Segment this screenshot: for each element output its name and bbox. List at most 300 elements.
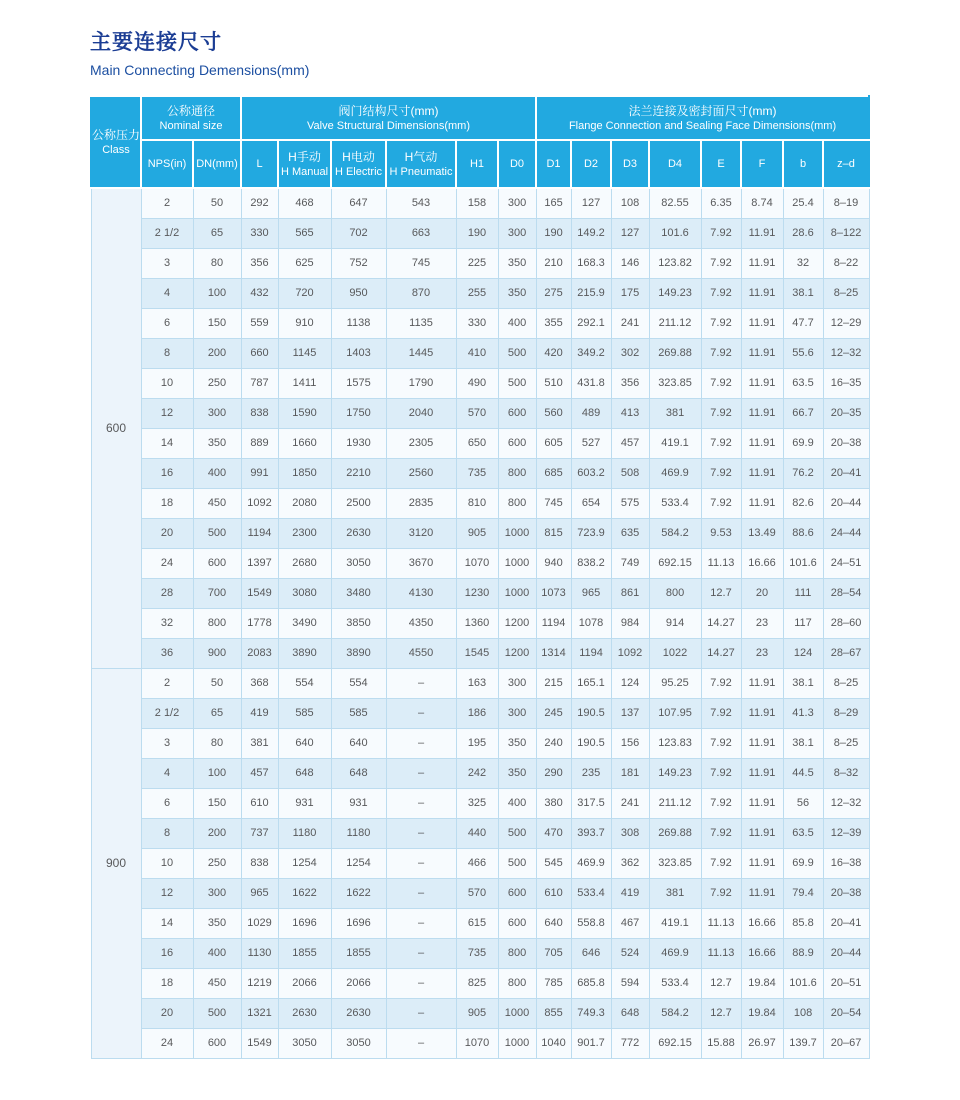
table-cell: 500	[498, 818, 536, 848]
table-cell: 28	[141, 578, 193, 608]
table-cell: 8–25	[823, 728, 869, 758]
table-cell: 1850	[278, 458, 331, 488]
table-cell: 1040	[536, 1028, 571, 1058]
table-cell: 489	[571, 398, 611, 428]
table-cell: –	[386, 728, 456, 758]
table-cell: 1696	[278, 908, 331, 938]
table-cell: 381	[649, 878, 701, 908]
table-cell: 8	[141, 818, 193, 848]
table-cell: 800	[193, 608, 241, 638]
table-cell: 838.2	[571, 548, 611, 578]
table-cell: 800	[649, 578, 701, 608]
table-cell: 19.84	[741, 968, 783, 998]
table-cell: 1145	[278, 338, 331, 368]
table-cell: 156	[611, 728, 649, 758]
table-cell: 250	[193, 368, 241, 398]
table-cell: 16.66	[741, 938, 783, 968]
table-cell: 785	[536, 968, 571, 998]
table-cell: 11.91	[741, 788, 783, 818]
table-cell: 181	[611, 758, 649, 788]
table-cell: 3120	[386, 518, 456, 548]
table-cell: 533.4	[649, 968, 701, 998]
table-cell: 810	[456, 488, 498, 518]
table-cell: 20	[141, 518, 193, 548]
table-cell: 11.91	[741, 668, 783, 698]
table-cell: 11.91	[741, 338, 783, 368]
table-cell: 2040	[386, 398, 456, 428]
table-cell: 1138	[331, 308, 386, 338]
table-cell: 82.55	[649, 188, 701, 218]
table-cell: 28–67	[823, 638, 869, 668]
table-cell: 241	[611, 788, 649, 818]
table-cell: 12–32	[823, 788, 869, 818]
table-cell: 1130	[241, 938, 278, 968]
table-cell: 23	[741, 638, 783, 668]
column-header: H1	[456, 140, 498, 188]
table-cell: 190	[456, 218, 498, 248]
table-cell: 215.9	[571, 278, 611, 308]
table-cell: 640	[536, 908, 571, 938]
table-cell: 65	[193, 218, 241, 248]
table-cell: 168.3	[571, 248, 611, 278]
table-cell: 8–25	[823, 278, 869, 308]
table-cell: 165	[536, 188, 571, 218]
table-cell: 108	[783, 998, 823, 1028]
table-cell: 350	[193, 908, 241, 938]
table-row	[91, 518, 869, 548]
table-cell: 3890	[278, 638, 331, 668]
table-row	[91, 218, 869, 248]
table-cell: 560	[536, 398, 571, 428]
table-cell: 870	[386, 278, 456, 308]
table-cell: 16–38	[823, 848, 869, 878]
table-cell: 1194	[536, 608, 571, 638]
table-cell: 11.13	[701, 548, 741, 578]
table-cell: 565	[278, 218, 331, 248]
table-cell: 175	[611, 278, 649, 308]
table-cell: 137	[611, 698, 649, 728]
table-row	[91, 638, 869, 668]
table-cell: 1696	[331, 908, 386, 938]
table-cell: 584.2	[649, 998, 701, 1028]
table-cell: 8–29	[823, 698, 869, 728]
table-cell: 50	[193, 188, 241, 218]
table-cell: 8	[141, 338, 193, 368]
table-cell: 20–38	[823, 878, 869, 908]
table-cell: 18	[141, 488, 193, 518]
header-pressure-class-en: Class	[102, 143, 130, 156]
table-cell: 7.92	[701, 878, 741, 908]
header-pressure-class	[91, 96, 141, 188]
table-cell: 127	[611, 218, 649, 248]
table-row	[91, 998, 869, 1028]
table-cell: 88.9	[783, 938, 823, 968]
table-cell: 450	[193, 968, 241, 998]
table-cell: 85.8	[783, 908, 823, 938]
table-cell: 1180	[331, 818, 386, 848]
table-cell: 350	[498, 728, 536, 758]
table-cell: 241	[611, 308, 649, 338]
table-cell: 3490	[278, 608, 331, 638]
table-cell: 466	[456, 848, 498, 878]
table-cell: 800	[498, 938, 536, 968]
table-cell: 2305	[386, 428, 456, 458]
table-cell: 600	[498, 908, 536, 938]
table-cell: 26.97	[741, 1028, 783, 1058]
table-cell: 1750	[331, 398, 386, 428]
table-cell: 20–67	[823, 1028, 869, 1058]
table-cell: 16	[141, 938, 193, 968]
table-cell: 146	[611, 248, 649, 278]
table-cell: 635	[611, 518, 649, 548]
table-cell: 3080	[278, 578, 331, 608]
page-title-zh: 主要连接尺寸	[90, 31, 222, 54]
table-row	[91, 338, 869, 368]
table-cell: 7.92	[701, 458, 741, 488]
table-cell: 737	[241, 818, 278, 848]
table-cell: 855	[536, 998, 571, 1028]
header-pressure-class-zh: 公称压力	[92, 127, 141, 142]
table-cell: 250	[193, 848, 241, 878]
table-cell: 36	[141, 638, 193, 668]
table-cell: 139.7	[783, 1028, 823, 1058]
table-cell: 350	[193, 428, 241, 458]
table-cell: 440	[456, 818, 498, 848]
table-cell: 300	[193, 878, 241, 908]
table-cell: 190.5	[571, 728, 611, 758]
table-cell: –	[386, 848, 456, 878]
table-cell: 585	[278, 698, 331, 728]
table-cell: 1000	[498, 518, 536, 548]
table-cell: 533.4	[649, 488, 701, 518]
table-cell: 163	[456, 668, 498, 698]
table-cell: 692.15	[649, 548, 701, 578]
table-cell: 11.13	[701, 938, 741, 968]
table-cell: 18	[141, 968, 193, 998]
table-cell: 570	[456, 398, 498, 428]
column-header: L	[241, 140, 278, 188]
table-cell: 432	[241, 278, 278, 308]
table-cell: 469.9	[649, 938, 701, 968]
table-row	[91, 788, 869, 818]
table-cell: 625	[278, 248, 331, 278]
table-cell: 7.92	[701, 218, 741, 248]
table-cell: 419	[241, 698, 278, 728]
table-cell: 6	[141, 308, 193, 338]
table-cell: 12	[141, 398, 193, 428]
table-cell: 2630	[331, 518, 386, 548]
table-cell: 80	[193, 248, 241, 278]
table-cell: 255	[456, 278, 498, 308]
table-cell: 450	[193, 488, 241, 518]
table-cell: 11.91	[741, 698, 783, 728]
table-cell: 300	[193, 398, 241, 428]
table-row	[91, 848, 869, 878]
table-cell: 292.1	[571, 308, 611, 338]
table-cell: –	[386, 698, 456, 728]
table-row	[91, 728, 869, 758]
table-cell: 705	[536, 938, 571, 968]
table-row	[91, 458, 869, 488]
table-cell: 350	[498, 758, 536, 788]
table-cell: 362	[611, 848, 649, 878]
table-cell: 165.1	[571, 668, 611, 698]
table-cell: 80	[193, 728, 241, 758]
table-cell: 11.91	[741, 278, 783, 308]
table-row	[91, 698, 869, 728]
table-cell: 950	[331, 278, 386, 308]
table-cell: 20–41	[823, 908, 869, 938]
table-cell: 25.4	[783, 188, 823, 218]
table-cell: 149.23	[649, 758, 701, 788]
table-cell: 381	[649, 398, 701, 428]
table-cell: 749	[611, 548, 649, 578]
table-cell: 20–38	[823, 428, 869, 458]
table-cell: 692.15	[649, 1028, 701, 1058]
table-row	[91, 188, 869, 218]
table-cell: 88.6	[783, 518, 823, 548]
table-cell: 467	[611, 908, 649, 938]
table-cell: 350	[498, 248, 536, 278]
table-cell: 654	[571, 488, 611, 518]
table-cell: 200	[193, 338, 241, 368]
header-nominal-size	[141, 96, 241, 140]
header-valve-dimensions	[241, 96, 536, 140]
table-cell: 16–35	[823, 368, 869, 398]
table-cell: 3	[141, 248, 193, 278]
table-cell: 3890	[331, 638, 386, 668]
table-cell: 648	[331, 758, 386, 788]
table-cell: 368	[241, 668, 278, 698]
table-cell: 12.7	[701, 578, 741, 608]
table-cell: 215	[536, 668, 571, 698]
table-cell: 2066	[331, 968, 386, 998]
table-row	[91, 1028, 869, 1058]
table-row	[91, 368, 869, 398]
table-cell: 211.12	[649, 308, 701, 338]
table-cell: 1092	[611, 638, 649, 668]
table-cell: 290	[536, 758, 571, 788]
table-cell: 1029	[241, 908, 278, 938]
table-cell: 1549	[241, 1028, 278, 1058]
table-cell: 2	[141, 668, 193, 698]
table-cell: 469.9	[571, 848, 611, 878]
header-nominal-size-en: Nominal size	[159, 119, 223, 132]
table-cell: 1230	[456, 578, 498, 608]
connecting-dimensions-table	[90, 95, 870, 1059]
table-cell: 9.53	[701, 518, 741, 548]
table-cell: 11.91	[741, 248, 783, 278]
table-cell: –	[386, 968, 456, 998]
table-cell: 38.1	[783, 278, 823, 308]
header-valve-dimensions-zh: 阀门结构尺寸(mm)	[338, 103, 439, 118]
table-cell: 600	[193, 548, 241, 578]
table-cell: 1219	[241, 968, 278, 998]
table-cell: 3480	[331, 578, 386, 608]
table-cell: 111	[783, 578, 823, 608]
table-cell: 600	[498, 398, 536, 428]
table-cell: 685.8	[571, 968, 611, 998]
table-cell: 508	[611, 458, 649, 488]
subheader-row	[91, 140, 869, 188]
table-cell: 1397	[241, 548, 278, 578]
table-cell: 559	[241, 308, 278, 338]
table-cell: 12–39	[823, 818, 869, 848]
table-cell: 600	[498, 878, 536, 908]
table-cell: 20	[741, 578, 783, 608]
table-cell: 558.8	[571, 908, 611, 938]
table-cell: 20	[141, 998, 193, 1028]
table-cell: 15.88	[701, 1028, 741, 1058]
table-cell: –	[386, 998, 456, 1028]
table-cell: 100	[193, 278, 241, 308]
table-cell: 7.92	[701, 368, 741, 398]
table-cell: 63.5	[783, 368, 823, 398]
table-cell: 124	[783, 638, 823, 668]
table-cell: 2835	[386, 488, 456, 518]
table-cell: 349.2	[571, 338, 611, 368]
table-cell: 101.6	[649, 218, 701, 248]
column-header: D0	[498, 140, 536, 188]
table-row	[91, 908, 869, 938]
table-cell: 20–44	[823, 488, 869, 518]
table-cell: 1590	[278, 398, 331, 428]
page-title-en: Main Connecting Demensions(mm)	[90, 62, 310, 78]
table-cell: 11.91	[741, 308, 783, 338]
table-cell: 55.6	[783, 338, 823, 368]
table-cell: 1575	[331, 368, 386, 398]
table-cell: 14.27	[701, 638, 741, 668]
table-cell: 24–51	[823, 548, 869, 578]
table-cell: 1200	[498, 608, 536, 638]
table-cell: 292	[241, 188, 278, 218]
table-cell: 12	[141, 878, 193, 908]
table-cell: 11.91	[741, 818, 783, 848]
table-cell: 815	[536, 518, 571, 548]
column-header: DN(mm)	[193, 140, 241, 188]
table-cell: 749.3	[571, 998, 611, 1028]
table-cell: 11.91	[741, 488, 783, 518]
table-cell: 965	[241, 878, 278, 908]
table-cell: 28–54	[823, 578, 869, 608]
table-cell: 20–51	[823, 968, 869, 998]
table-cell: 600	[498, 428, 536, 458]
table-cell: 735	[456, 458, 498, 488]
table-cell: 1254	[278, 848, 331, 878]
table-cell: 468	[278, 188, 331, 218]
table-cell: 702	[331, 218, 386, 248]
table-cell: 275	[536, 278, 571, 308]
table-cell: 7.92	[701, 818, 741, 848]
table-cell: 150	[193, 788, 241, 818]
table-cell: 400	[193, 938, 241, 968]
header-nominal-size-zh: 公称通径	[166, 103, 215, 118]
table-cell: 356	[241, 248, 278, 278]
table-cell: 1930	[331, 428, 386, 458]
column-header: F	[741, 140, 783, 188]
table-cell: 413	[611, 398, 649, 428]
table-cell: 1445	[386, 338, 456, 368]
table-cell: 745	[536, 488, 571, 518]
table-cell: 1549	[241, 578, 278, 608]
table-cell: 490	[456, 368, 498, 398]
table-cell: 419.1	[649, 428, 701, 458]
table-cell: 381	[241, 728, 278, 758]
table-cell: 663	[386, 218, 456, 248]
table-cell: 16	[141, 458, 193, 488]
table-cell: 1194	[241, 518, 278, 548]
table-cell: 984	[611, 608, 649, 638]
table-cell: 648	[611, 998, 649, 1028]
table-row	[91, 248, 869, 278]
table-cell: 2 1/2	[141, 698, 193, 728]
table-cell: 543	[386, 188, 456, 218]
table-cell: 2066	[278, 968, 331, 998]
table-cell: –	[386, 878, 456, 908]
table-cell: 7.92	[701, 308, 741, 338]
table-cell: 431.8	[571, 368, 611, 398]
table-cell: 13.49	[741, 518, 783, 548]
table-cell: 7.92	[701, 848, 741, 878]
table-row	[91, 398, 869, 428]
table-cell: 7.92	[701, 758, 741, 788]
table-cell: 905	[456, 998, 498, 1028]
table-cell: 585	[331, 698, 386, 728]
table-cell: 95.25	[649, 668, 701, 698]
table-cell: 594	[611, 968, 649, 998]
table-row	[91, 668, 869, 698]
table-cell: 2	[141, 188, 193, 218]
table-cell: 901.7	[571, 1028, 611, 1058]
table-cell: 11.91	[741, 458, 783, 488]
table-cell: 69.9	[783, 848, 823, 878]
table-cell: 28.6	[783, 218, 823, 248]
table-cell: 400	[498, 308, 536, 338]
table-cell: 1545	[456, 638, 498, 668]
table-cell: 82.6	[783, 488, 823, 518]
table-cell: 6.35	[701, 188, 741, 218]
table-cell: 2500	[331, 488, 386, 518]
table-cell: 1660	[278, 428, 331, 458]
table-body	[91, 188, 869, 1058]
table-cell: 20–54	[823, 998, 869, 1028]
table-cell: 2300	[278, 518, 331, 548]
table-cell: 2560	[386, 458, 456, 488]
table-cell: 65	[193, 698, 241, 728]
table-cell: 1622	[278, 878, 331, 908]
table-cell: 1855	[278, 938, 331, 968]
table-cell: 1411	[278, 368, 331, 398]
table-cell: 1070	[456, 1028, 498, 1058]
table-cell: 419	[611, 878, 649, 908]
table-row	[91, 818, 869, 848]
table-cell: 108	[611, 188, 649, 218]
table-cell: 900	[193, 638, 241, 668]
table-cell: 1000	[498, 578, 536, 608]
table-cell: 640	[331, 728, 386, 758]
table-cell: 3050	[331, 548, 386, 578]
table-cell: 470	[536, 818, 571, 848]
table-cell: 317.5	[571, 788, 611, 818]
table-cell: 575	[611, 488, 649, 518]
table-cell: 355	[536, 308, 571, 338]
table-cell: 11.13	[701, 908, 741, 938]
table-cell: 752	[331, 248, 386, 278]
table-cell: 323.85	[649, 848, 701, 878]
table-cell: 7.92	[701, 338, 741, 368]
table-cell: 11.91	[741, 398, 783, 428]
table-cell: 524	[611, 938, 649, 968]
